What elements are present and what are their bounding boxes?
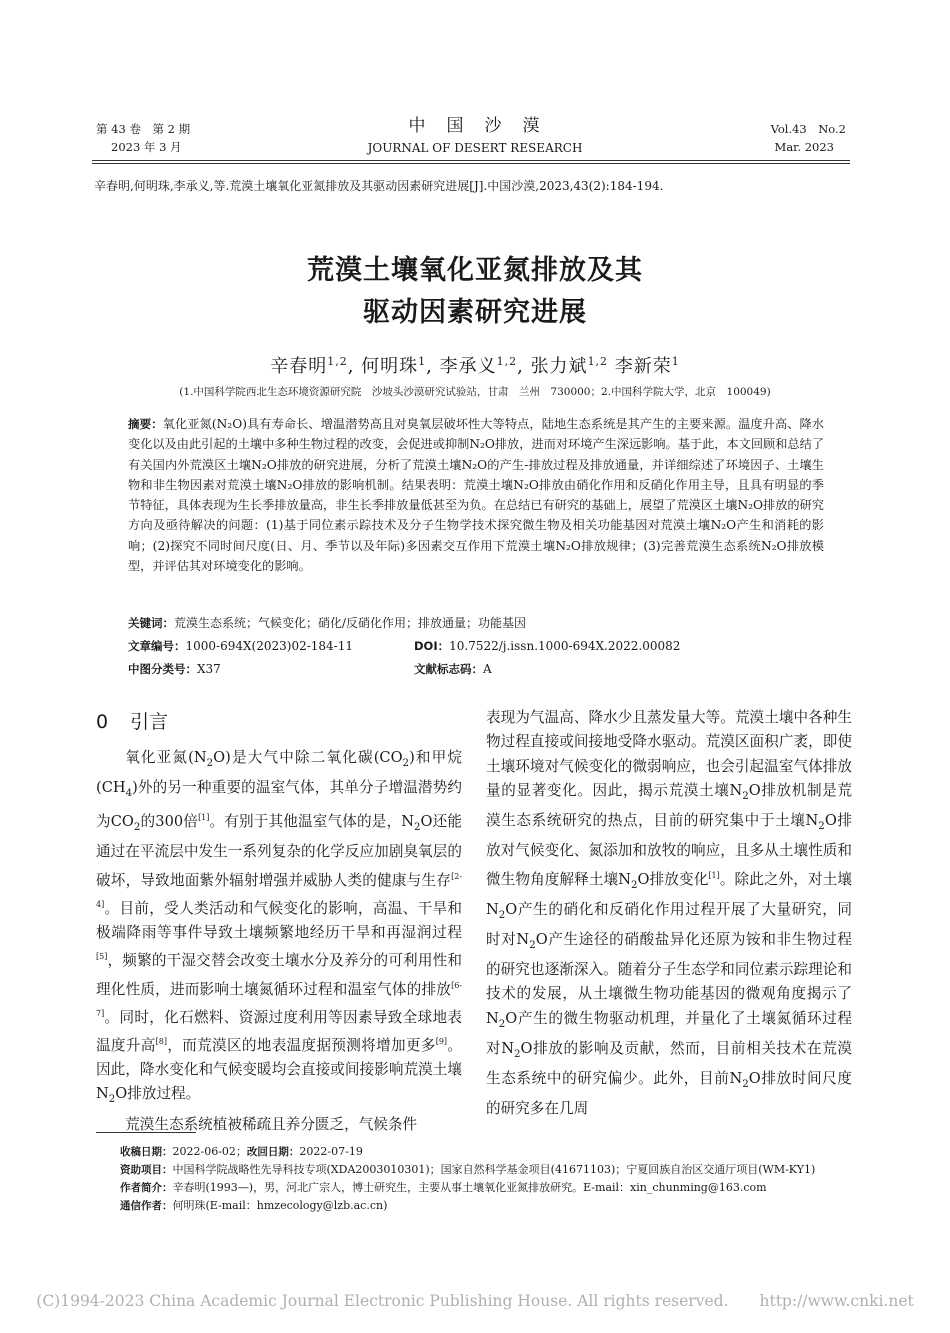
citation-ref: [8] (155, 1036, 167, 1046)
revised-label: 改回日期： (246, 1146, 300, 1158)
abstract (128, 414, 824, 576)
title-line-2: 驱动因素研究进展 (363, 297, 587, 328)
article-number (128, 637, 353, 657)
body-paragraph: 荒漠生态系统植被稀疏且养分匮乏，气候条件 (125, 1115, 418, 1133)
header-rule (92, 160, 850, 161)
journal-title-en: JOURNAL OF DESERT RESEARCH (367, 141, 583, 155)
citation-ref: [9] (435, 1036, 448, 1046)
author-name: 辛春明 (270, 356, 328, 377)
body-paragraph: 氧化亚氮$(N_2O)$是大气中除二氧化碳$(CO_2)$和甲烷$(CH_4)$外的另一种重要的温室气体，其单分子增温潜势约为$CO_2$的300倍[1]。有别于其他温室气体的是，$N_2O$还能通过在平流层中发生一系列复杂的化学反应加剧臭氧层的破坏，导致地面紫外辐射增强并威胁人类的健康与生存[2-4]。目前，受人类活动和气候变化的影响，高温、干旱和极端降雨等事件导致土壤频繁地经历干旱和再湿润过程[5]，频繁的干湿交替会改变土壤水分及养分的可利用性和理化性质，进而影响土壤氮循环过程和温室气体的排放[6-7]。同时，化石燃料、资源过度利用等因素导致全球地表温度升高[8]，而荒漠区的地表温度据预测将增加更多[9]。因此，降水变化和气候变暖均会直接或间接影响荒漠土壤$N_2O$排放过程。 (96, 749, 463, 1106)
author-affil-mark: 1 (671, 355, 680, 368)
author-name: 李承义 (439, 356, 497, 377)
doi-value: 10.7522/j.issn.1000-694X.2022.00082 (449, 639, 681, 653)
received-date: 2022-06-02； (172, 1145, 247, 1158)
author-name: 李新荣 (614, 356, 672, 377)
author-name: 张力斌 (530, 356, 588, 377)
doi (414, 637, 680, 657)
article-number-value: 1000-694X(2023)02-184-11 (185, 639, 353, 653)
body-right-column (486, 706, 852, 1122)
section-heading (96, 710, 168, 734)
title-line-1: 荒漠土壤氧化亚氮排放及其 (307, 255, 643, 286)
footnotes (120, 1143, 850, 1215)
citation-ref: [1] (198, 813, 210, 823)
keywords-text: 荒漠生态系统；气候变化；硝化/反硝化作用；排放通量；功能基因 (174, 616, 527, 630)
author-bio-label: 作者简介： (120, 1182, 173, 1194)
abstract-label: 摘要： (128, 417, 163, 431)
keywords (128, 614, 526, 634)
author-affil-mark: 1,2 (496, 355, 518, 368)
citation-line: 辛春明,何明珠,李承义,等.荒漠土壤氧化亚氮排放及其驱动因素研究进展[J].中国沙漠,2023,43(2):184-194. (94, 179, 664, 193)
article-title (0, 250, 950, 334)
citation-ref: [2-4] (96, 871, 462, 909)
clc-value: X37 (197, 662, 221, 676)
author-name: 何明珠 (361, 356, 419, 377)
corresponding-text: 何明珠(E-mail：hmzecology@lzb.ac.cn) (172, 1199, 388, 1212)
citation-ref: [1] (708, 870, 720, 880)
abstract-text: 氧化亚氮(N₂O)具有寿命长、增温潜势高且对臭氧层破坏性大等特点，陆地生态系统是其产生的主要来源。温度升高、降水变化以及由此引起的土壤中多种生物过程的改变，会促进或抑制N₂O排放，进而对环境产生深远影响。基于此，本文回顾和总结了有关国内外荒漠区土壤N₂O排放的研究进展，分析了荒漠土壤N₂O的产生-排放过程及排放通量，并详细综述了环境因子、土壤生物和非生物因素对荒漠土壤N₂O排放的影响机制。结果表明：荒漠土壤N₂O排放由硝化作用和反硝化作用主导，且具有明显的季节特征，具体表现为生长季排放量高，非生长季排放量低甚至为负。在总结已有研究的基础上，展望了荒漠区土壤N₂O排放的研究方向及亟待解决的问题：(1)基于同位素示踪技术及分子生物学技术探究微生物及相关功能基因对荒漠土壤N₂O产生和消耗的影响；(2)探究不同时间尺度(日、月、季节以及年际)多因素交互作用下荒漠土壤N₂O排放规律；(3)完善荒漠生态系统N₂O排放模型，并评估其对环境变化的影响。 (128, 417, 824, 574)
citation-ref: [5] (96, 952, 108, 962)
footnote-rule (96, 1132, 196, 1133)
article-number-label: 文章编号： (128, 639, 186, 653)
body-paragraph: 表现为气温高、降水少且蒸发量大等。荒漠土壤中各种生物过程直接或间接地受降水驱动。荒漠区面积广袤，即使土壤环境对气候变化的微弱响应，也会引起温室气体排放量的显著变化。因此，揭示荒漠土壤$N_2O$排放机制是荒漠生态系统研究的热点，目前的研究集中于土壤$N_2O$排放对气候变化、氮添加和放牧的响应，且多从土壤性质和微生物角度解释土壤$N_2O$排放变化[1]。除此之外，对土壤$N_2O$产生的硝化和反硝化作用过程开展了大量研究，同时对$N_2O$产生途径的硝酸盐异化还原为铵和非生物过程的研究也逐渐深入。随着分子生态学和同位素示踪理论和技术的发展，从土壤微生物功能基因的微观角度揭示了$N_2O$产生的微生物驱动机理，并量化了土壤氮循环过程对$N_2O$排放的影响及贡献，然而，目前相关技术在荒漠生态系统中的研究偏少。此外，目前$N_2O$排放时间尺度的研究多在几周 (486, 709, 853, 1118)
keywords-label: 关键词： (128, 616, 174, 630)
header-rule-double (92, 163, 850, 164)
footnote-corresponding (120, 1197, 850, 1215)
journal-title-cn: 中 国 沙 漠 (408, 116, 542, 136)
body-left-column (96, 746, 462, 1137)
date-en: Mar. 2023 (774, 140, 834, 154)
corresponding-label: 通信作者： (120, 1200, 173, 1212)
received-label: 收稿日期： (120, 1146, 173, 1158)
author-affil-mark: 1 (418, 355, 427, 368)
citation-ref: [6-7] (96, 980, 462, 1018)
date-cn: 2023 年 3 月 (111, 140, 182, 154)
document-code-label: 文献标志码： (414, 662, 483, 676)
clc-number (128, 660, 221, 680)
footnote-received (120, 1143, 850, 1161)
clc-label: 中图分类号： (128, 662, 197, 676)
copyright-watermark: (C)1994-2023 China Academic Journal Electronic Publishing House. All rights reserved. http://www.cnki.net (36, 1292, 914, 1310)
funding-label: 资助项目： (120, 1164, 173, 1176)
volume-issue-en: Vol.43 No.2 (770, 122, 846, 136)
revised-date: 2022-07-19 (299, 1145, 363, 1158)
footnote-author-bio (120, 1179, 850, 1197)
author-affil-mark: 1,2 (587, 355, 609, 368)
document-code (414, 660, 492, 680)
author-affil-mark: 1,2 (327, 355, 348, 368)
footnote-funding (120, 1161, 850, 1179)
affiliations: (1.中国科学院西北生态环境资源研究院 沙坡头沙漠研究试验站，甘肃 兰州 730000；2.中国科学院大学，北京 100049) (179, 386, 771, 398)
author-bio-text: 辛春明(1993—)，男，河北广宗人，博士研究生，主要从事土壤氧化亚氮排放研究。E-mail：xin_chunming@163.com (172, 1181, 767, 1194)
section-number: 0 (96, 711, 109, 733)
section-title: 引言 (130, 711, 169, 733)
author-list: 辛春明$^{1,2}$, 何明珠$^1$, 李承义$^{1,2}$, 张力斌$^{1,2}$ 李新荣$^1$ (270, 355, 680, 377)
document-code-value: A (483, 662, 492, 676)
doi-label: DOI： (414, 639, 450, 653)
funding-text: 中国科学院战略性先导科技专项(XDA2003010301)；国家自然科学基金项目(41671103)；宁夏回族自治区交通厅项目(WM-KY1) (172, 1163, 816, 1176)
volume-issue-cn: 第 43 卷 第 2 期 (96, 122, 191, 136)
